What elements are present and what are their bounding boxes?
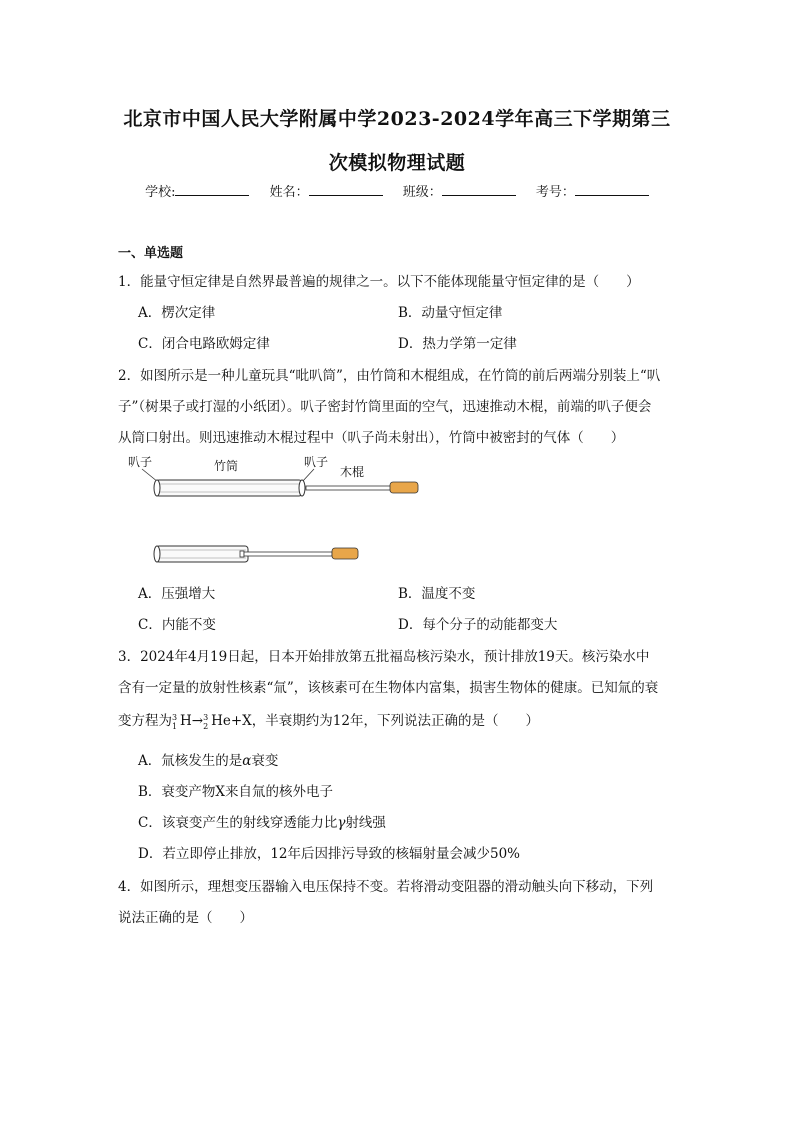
q3-option-a: [138, 749, 278, 769]
q1-stem: 1．能量守恒定律是自然界最普遍的规律之一。以下不能体现能量守恒定律的是（ ）: [118, 274, 640, 290]
label-left-plug: 叭子: [128, 455, 153, 469]
class-blank[interactable]: [442, 183, 516, 196]
class-label: 班级：: [402, 185, 442, 200]
school-label: 学校:: [145, 185, 176, 200]
he-charge-number: 2: [203, 721, 209, 731]
q3-option-c: [138, 811, 386, 831]
q2-option-b: B．温度不变: [398, 586, 476, 602]
name-blank[interactable]: [309, 183, 383, 196]
name-label: 姓名：: [269, 185, 309, 200]
q3-stem-line3: [118, 709, 539, 729]
he-symbol: He: [211, 713, 231, 729]
q3-stem-line3-post: ，半衰期约为12年，下列说法正确的是（ ）: [251, 713, 539, 729]
q4-stem-line1: 4．如图所示，理想变压器输入电压保持不变。若将滑动变阻器的滑动触头向下移动，下列: [118, 879, 654, 895]
q3-option-c-post: 射线强: [345, 815, 386, 831]
q3-option-a-pre: A．氚核发生的是: [138, 753, 243, 769]
q3-option-c-pre: C．该衰变产生的射线穿透能力比: [138, 815, 338, 831]
stick-bottom: [244, 548, 358, 559]
popgun-figure: [126, 452, 436, 572]
q2-stem-line2: 子”（树果子或打湿的小纸团）。叭子密封竹筒里面的空气，迅速推动木棍，前端的叭子便会: [118, 399, 652, 415]
school-blank[interactable]: [175, 183, 249, 196]
h3-nuclide-numbers: [172, 712, 180, 731]
q1-option-b: B．动量守恒定律: [398, 305, 503, 321]
tube-top: [154, 480, 305, 496]
q3-option-d: D．若立即停止排放，12年后因排污导致的核辐射量会减少50%: [138, 846, 521, 862]
section-heading: 一、单选题: [118, 246, 184, 261]
q4-stem-line2: 说法正确的是（ ）: [118, 910, 253, 926]
alpha-symbol: α: [242, 753, 252, 769]
q2-stem-line3: 从筒口射出。则迅速推动木棍过程中（叭子尚未射出），竹筒中被密封的气体（ ）: [118, 430, 625, 446]
q1-option-a: A．楞次定律: [138, 305, 216, 321]
q1-option-d: D．热力学第一定律: [398, 336, 517, 352]
number-blank[interactable]: [575, 183, 649, 196]
label-tube: 竹筒: [214, 459, 239, 473]
student-info-line: [0, 181, 794, 200]
h-symbol: H: [180, 713, 192, 729]
tube-bottom: [154, 546, 248, 562]
label-stick: 木棍: [340, 465, 365, 479]
q2-option-a: A．压强增大: [138, 586, 216, 602]
number-label: 考号：: [535, 185, 575, 200]
gamma-symbol: γ: [337, 815, 346, 831]
q3-option-b: B．衰变产物X来自氚的核外电子: [138, 784, 334, 800]
q1-option-c: C．闭合电路欧姆定律: [138, 336, 270, 352]
q3-stem-line2: 含有一定量的放射性核素“氚”，该核素可在生物体内富集，损害生物体的健康。已知氚的衰: [118, 680, 659, 696]
q2-option-c: C．内能不变: [138, 617, 216, 633]
stick-top: [306, 482, 418, 493]
he3-nuclide-numbers: [203, 712, 211, 731]
q3-stem-line1: 3．2024年4月19日起，日本开始排放第五批福岛核污染水，预计排放19天。核污染水中: [118, 649, 650, 665]
q3-option-a-post: 衰变: [251, 753, 279, 769]
label-right-plug: 叭子: [304, 455, 329, 469]
exam-title-line1: 北京市中国人民大学附属中学2023-2024学年高三下学期第三: [123, 108, 671, 130]
he-mass-number: 3: [203, 712, 209, 722]
h-mass-number: 3: [172, 712, 178, 722]
reaction-arrow: →: [191, 713, 204, 729]
plus-x: +X: [230, 713, 252, 729]
q2-option-d: D．每个分子的动能都变大: [398, 617, 558, 633]
exam-title-line2: 次模拟物理试题: [328, 152, 466, 174]
q2-stem-line1: 2．如图所示是一种儿童玩具“吡叭筒”，由竹筒和木棍组成，在竹筒的前后两端分别装上“叭: [118, 368, 661, 384]
h-charge-number: 1: [172, 721, 178, 731]
q3-stem-line3-pre: 变方程为: [118, 713, 172, 729]
